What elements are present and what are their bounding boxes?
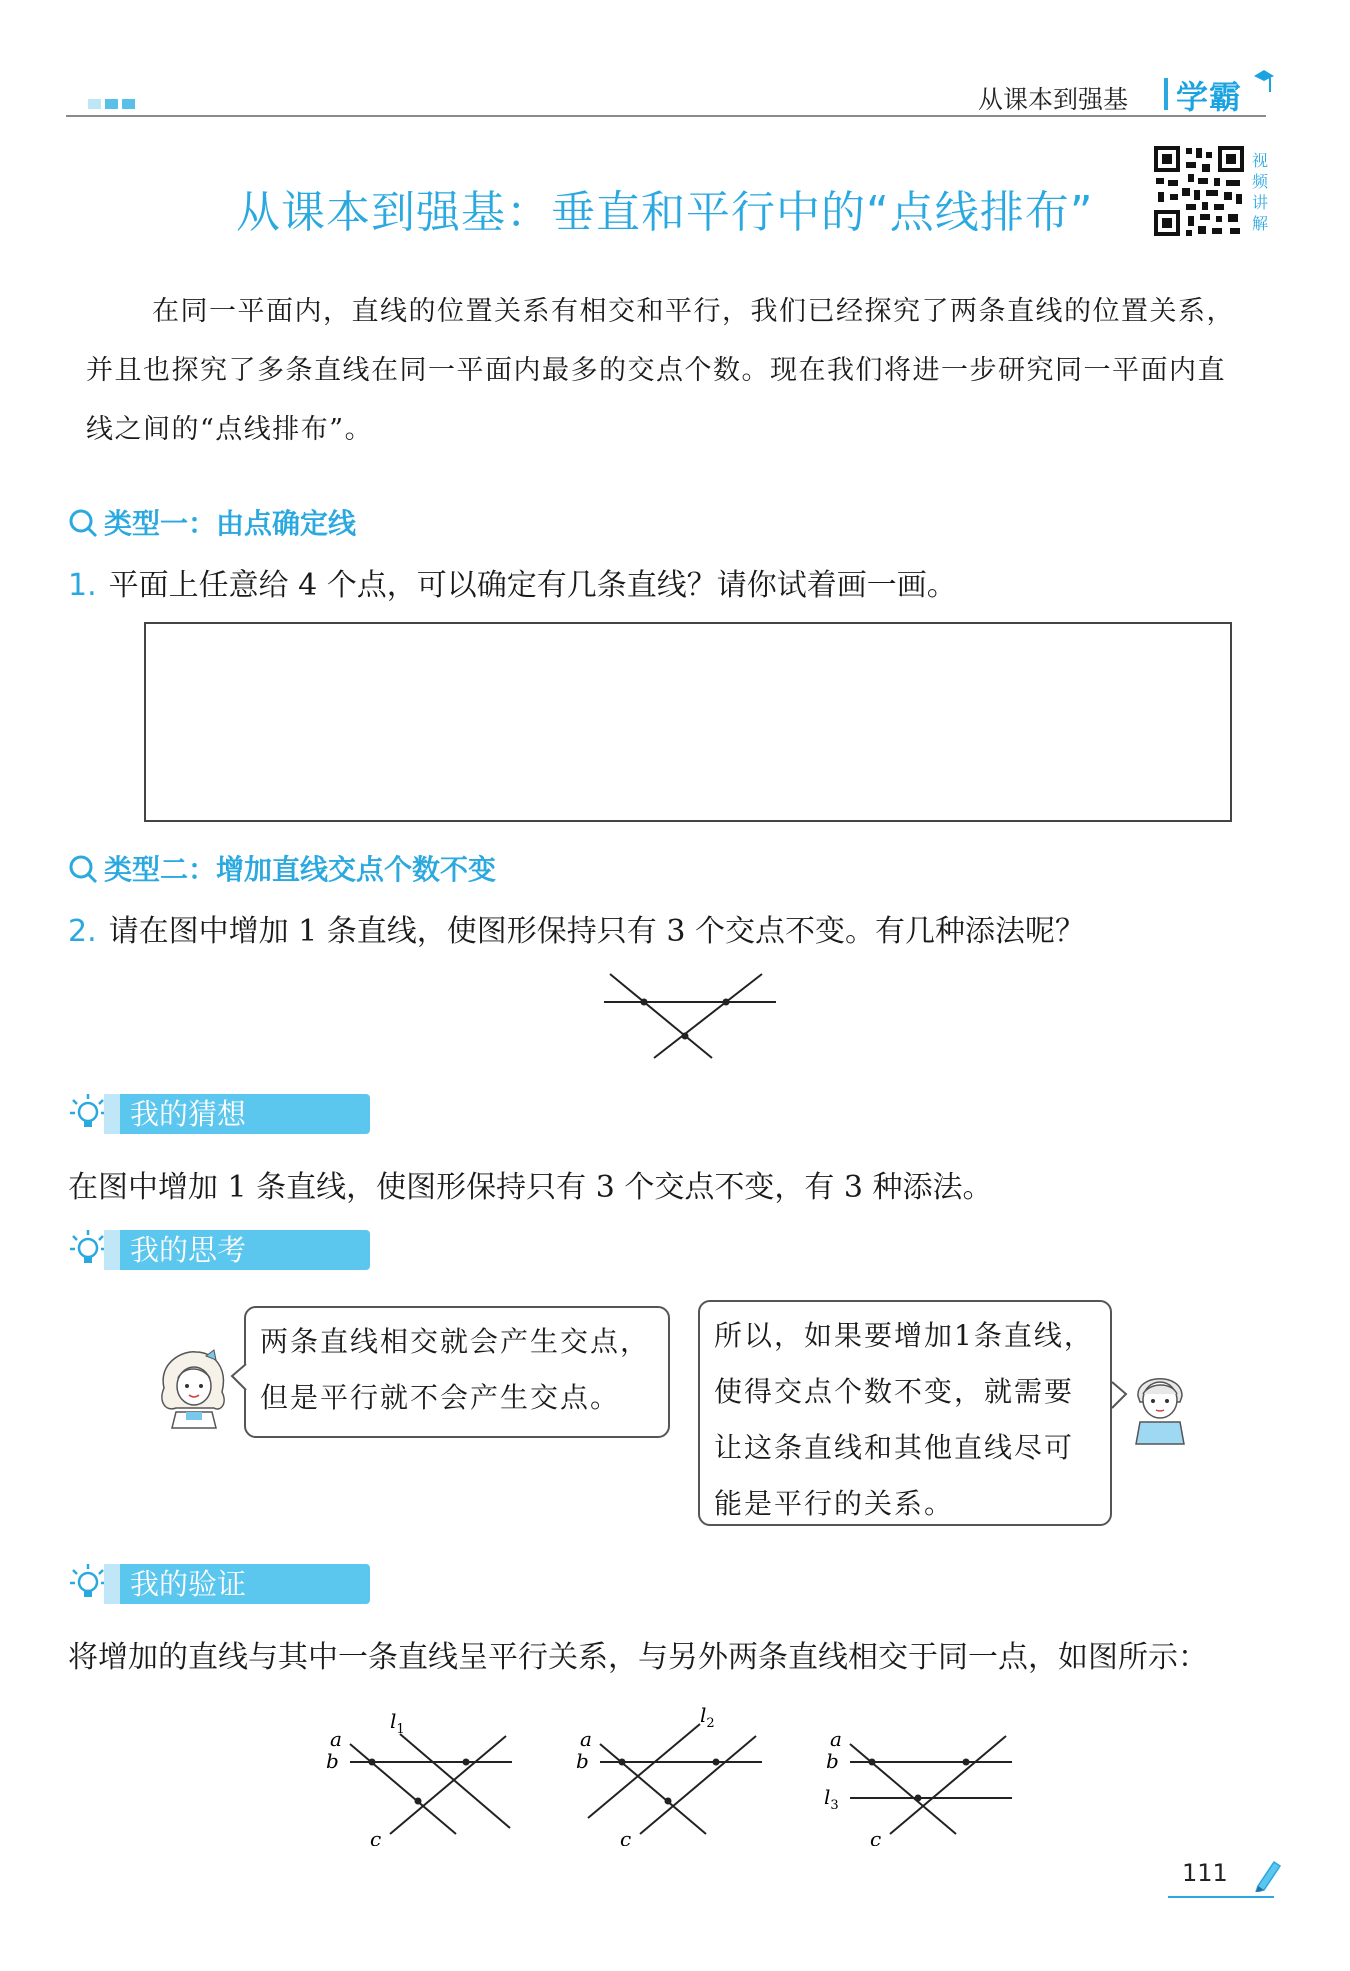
answer-drawing-box[interactable] [144,622,1232,822]
label-c: c [870,1827,882,1846]
bubble-tail [1110,1380,1128,1410]
line-a [850,1744,956,1834]
label-c: c [370,1827,382,1846]
label-a: a [830,1727,842,1751]
bubble-line: 使得交点个数不变，就需要 [714,1375,1075,1408]
page-title: 从课本到强基：垂直和平行中的“点线排布” [236,187,1094,238]
graduation-cap-icon [1252,66,1274,96]
guess-tag [68,1092,368,1134]
speech-bubble-girl [244,1306,670,1438]
verify-tag-label: 我的验证 [112,1564,370,1604]
line-c [890,1736,1006,1834]
diagonal-line-2 [654,974,762,1058]
bubble-line: 能是平行的关系。 [714,1487,955,1520]
speech-bubble-boy [698,1300,1112,1526]
bubble-tail [230,1362,248,1392]
label-l: l [824,1785,831,1809]
label-c: c [620,1827,632,1846]
intersection-point [641,999,648,1006]
question-2 [68,906,1085,950]
header-rule [66,115,1266,117]
magnifier-icon [68,508,98,538]
verify-text: 将增加的直线与其中一条直线呈平行关系，与另外两条直线相交于同一点，如图所示： [68,1640,1208,1675]
label-l: l [390,1709,397,1733]
question-2-text: 请在图中增加 1 条直线，使图形保持只有 3 个交点不变。有几种添法呢？ [108,914,1085,949]
bubble-line: 让这条直线和其他直线尽可 [714,1431,1075,1464]
label-b: b [326,1749,339,1773]
line-c [390,1736,506,1834]
header-divider [1164,78,1168,110]
pencil-icon [1252,1858,1282,1892]
lightbulb-icon [68,1228,108,1272]
type2-heading-text: 类型二：增加直线交点个数不变 [104,853,497,886]
label-a: a [580,1727,592,1751]
qr-label: 视频讲解 [1252,151,1269,233]
type1-heading-text: 类型一：由点确定线 [104,507,357,540]
diagonal-line-1 [610,974,712,1058]
intersection-point [682,1033,689,1040]
label-subscript: 2 [706,1716,715,1731]
three-lines-figure [600,970,780,1070]
qr-code-icon[interactable] [1152,144,1246,238]
figure-2 [570,1706,770,1846]
question-2-number: 2. [68,914,97,949]
boy-avatar [1130,1366,1190,1446]
line-l2 [588,1724,700,1818]
header-decoration [88,94,139,113]
figure-1 [320,1706,520,1846]
question-1-text: 平面上任意给 4 个点，可以确定有几条直线？请你试着画一画。 [108,568,957,603]
intro-paragraph: 在同一平面内，直线的位置关系有相交和平行，我们已经探究了两条直线的位置关系，并且也探究了多条直线在同一平面内最多的交点个数。现在我们将进一步研究同一平面内直线之间的“点线排布”。 [86,296,1235,445]
label-a: a [330,1727,342,1751]
label-l: l [700,1706,707,1727]
bubble-line: 两条直线相交就会产生交点， [260,1325,651,1358]
label-b: b [576,1749,589,1773]
svg-text:l2 [700,1706,715,1731]
guess-text: 在图中增加 1 条直线，使图形保持只有 3 个交点不变，有 3 种添法。 [68,1170,993,1205]
question-1 [68,560,957,604]
header-section-title: 从课本到强基 [978,85,1129,114]
bubble-line: 所以，如果要增加1条直线， [714,1319,1094,1352]
page-number: 111 [1182,1859,1228,1887]
type2-heading [68,848,496,888]
girl-avatar [156,1348,232,1430]
question-1-number: 1. [68,568,97,603]
label-subscript: 3 [830,1798,839,1813]
label-subscript: 1 [396,1722,405,1737]
line-a [350,1744,456,1834]
line-a [600,1744,706,1834]
verify-tag [68,1562,368,1604]
think-tag [68,1228,368,1270]
guess-tag-label: 我的猜想 [112,1094,370,1134]
label-b: b [826,1749,839,1773]
figure-3 [820,1706,1020,1846]
magnifier-icon [68,854,98,884]
page-number-rule [1168,1896,1274,1898]
lightbulb-icon [68,1092,108,1136]
bubble-line: 但是平行就不会产生交点。 [260,1381,621,1414]
intersection-point [723,999,730,1006]
svg-text:l3 [824,1785,839,1813]
line-c [640,1736,756,1834]
brand-logo: 学霸 [1176,78,1243,116]
lightbulb-icon [68,1562,108,1606]
line-l1 [400,1734,510,1828]
svg-text:l1 [390,1709,405,1737]
think-tag-label: 我的思考 [112,1230,370,1270]
type1-heading [68,502,356,542]
